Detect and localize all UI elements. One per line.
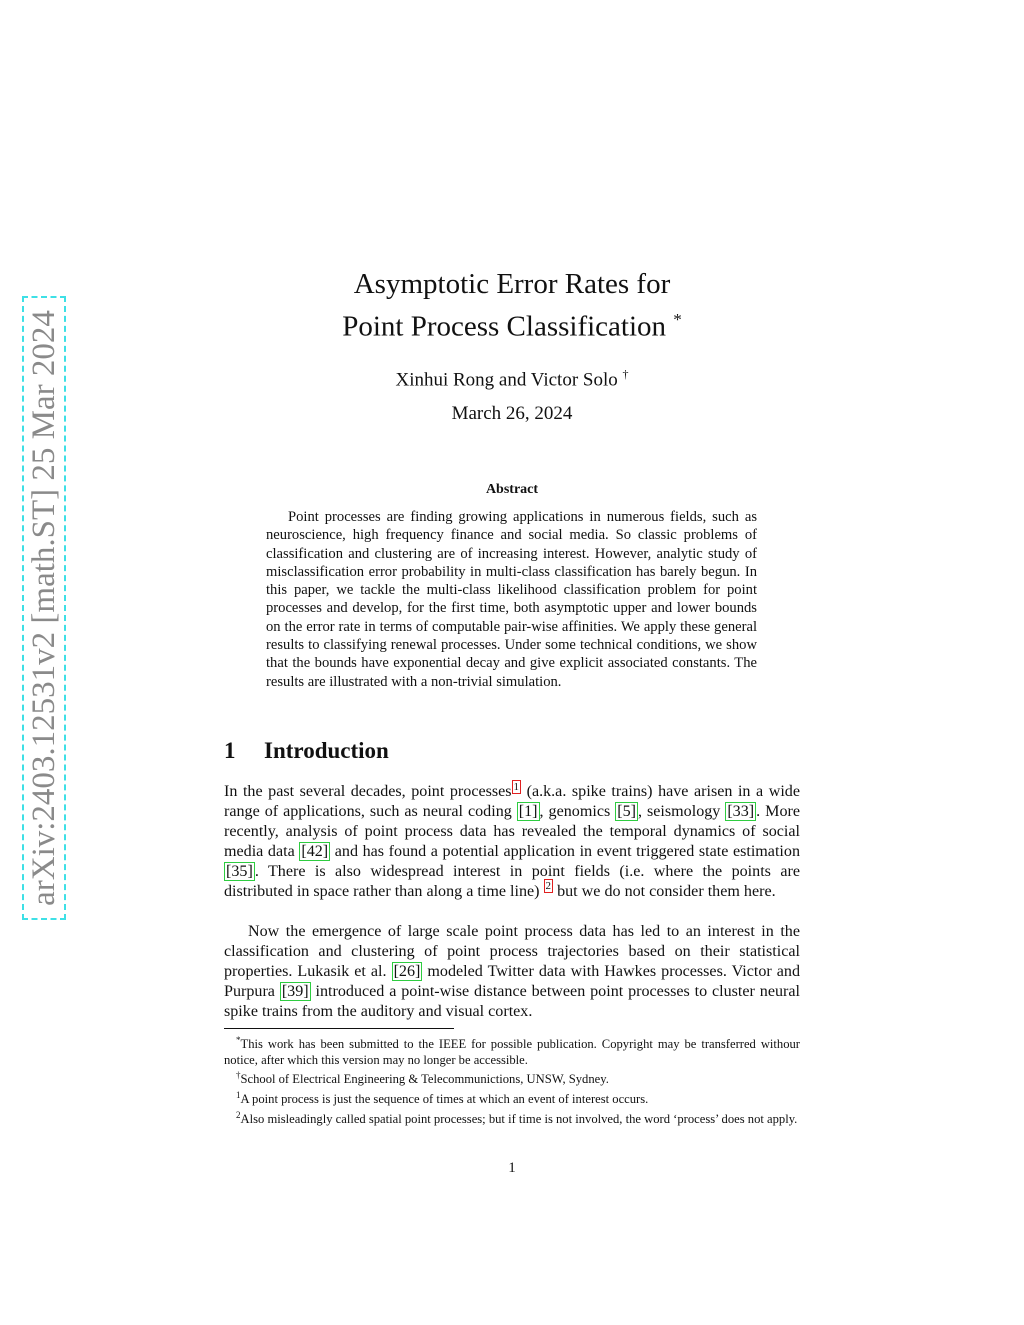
title-line-1: Asymptotic Error Rates for	[353, 268, 671, 300]
footnote-mark: 2	[236, 1109, 241, 1120]
citation-link[interactable]: [39]	[281, 982, 309, 1000]
paper-date: March 26, 2024	[451, 403, 573, 424]
text-run: introduced a point-wise distance between point processes to cluster neural spike trains from the auditory and visual cortex.	[224, 982, 800, 1020]
author-names: Xinhui Rong and Victor Solo	[395, 369, 618, 391]
footnote	[224, 1088, 800, 1108]
arxiv-stamp-text: arXiv:2403.12531v2 [math.ST] 25 Mar 2024	[22, 296, 66, 920]
section-heading	[224, 738, 389, 764]
citation-link[interactable]: [42]	[301, 842, 329, 860]
text-run: modeled Twitter data with Hawkes processes. Victor and Purpura	[224, 962, 800, 1000]
footnote-link-1[interactable]: 1	[513, 780, 520, 793]
footnote-text: School of Electrical Engineering & Telecommunictions, UNSW, Sydney.	[240, 1072, 609, 1087]
page-number: 1	[508, 1160, 516, 1176]
section-title: Introduction	[264, 738, 389, 763]
footnote-text: This work has been submitted to the IEEE for possible publication. Copyright may be transferred withour notice, after which this version may no longer be accessible.	[224, 1037, 800, 1067]
abstract-heading: Abstract	[485, 482, 539, 497]
footnote-divider	[224, 1028, 454, 1029]
author-list	[224, 362, 800, 392]
intro-paragraph-2	[224, 922, 800, 1022]
citation-link[interactable]: [1]	[518, 802, 538, 820]
text-run: (a.k.a. spike trains) have arisen in a wide range of applications, such as neural coding	[224, 783, 800, 820]
text-run: but we do not consider them here.	[553, 882, 776, 900]
footnote-text: A point process is just the sequence of times at which an event of interest occurs.	[240, 1092, 649, 1107]
citation-link[interactable]: [5]	[617, 802, 636, 820]
section-number: 1	[224, 738, 236, 763]
text-run: and has found a potential application in event triggered state estimation	[330, 842, 800, 860]
footnote-link-2[interactable]: 2	[545, 880, 552, 893]
text-run: . More recently, analysis of point process data has revealed the temporal dynamics of social media data	[224, 802, 801, 860]
title-line-2: Point Process Classification	[342, 310, 667, 343]
citation-link[interactable]: [26]	[393, 962, 421, 980]
intro-paragraph-1	[224, 782, 800, 901]
citation-link[interactable]: [35]	[226, 862, 253, 880]
text-run: , seismology	[638, 802, 726, 820]
footnote-mark: 1	[236, 1090, 241, 1101]
author-footnote-mark: †	[622, 367, 629, 381]
footnote	[224, 1033, 800, 1068]
footnote-text: Also misleadingly called spatial point processes; but if time is not involved, the word ‘process’ does not apply.	[240, 1112, 798, 1127]
abstract-text: Point processes are finding growing applications in numerous fields, such as neuroscience, high frequency finance and social media. So classic problems of classification and clustering are of increasing interest. However, analytic study of misclassification error probability in multi-class classification has barely begun. In this paper, we tackle the multi-class likelihood classification problem for point processes and develop, for the first time, both asymptotic upper and lower bounds on the error rate in terms of computable pair-wise affinities. We apply these general results to classifying renewal processes. Under some technical conditions, we show that the bounds have exponential decay and give explicit associated constants. The results are illustrated with a non-trivial simulation.	[266, 509, 757, 690]
text-run: Now the emergence of large scale point process data has led to an interest in the classification and clustering of point process trajectories based on their statistical properties. Lukasik et al.	[224, 923, 800, 980]
title-footnote-mark: *	[673, 310, 682, 329]
footnote-mark: †	[236, 1070, 241, 1081]
footnote	[224, 1068, 800, 1088]
footnote	[224, 1108, 800, 1128]
text-run: In the past several decades, point processes	[224, 783, 512, 800]
citation-link[interactable]: [33]	[727, 802, 755, 820]
text-run: , genomics	[539, 802, 616, 820]
text-run: . There is also widespread interest in point fields (i.e. where the points are distributed in space rather than along a time line)	[224, 862, 800, 900]
footnote-mark: *	[236, 1035, 241, 1045]
footnotes	[224, 1033, 800, 1128]
paper-title	[224, 266, 800, 345]
